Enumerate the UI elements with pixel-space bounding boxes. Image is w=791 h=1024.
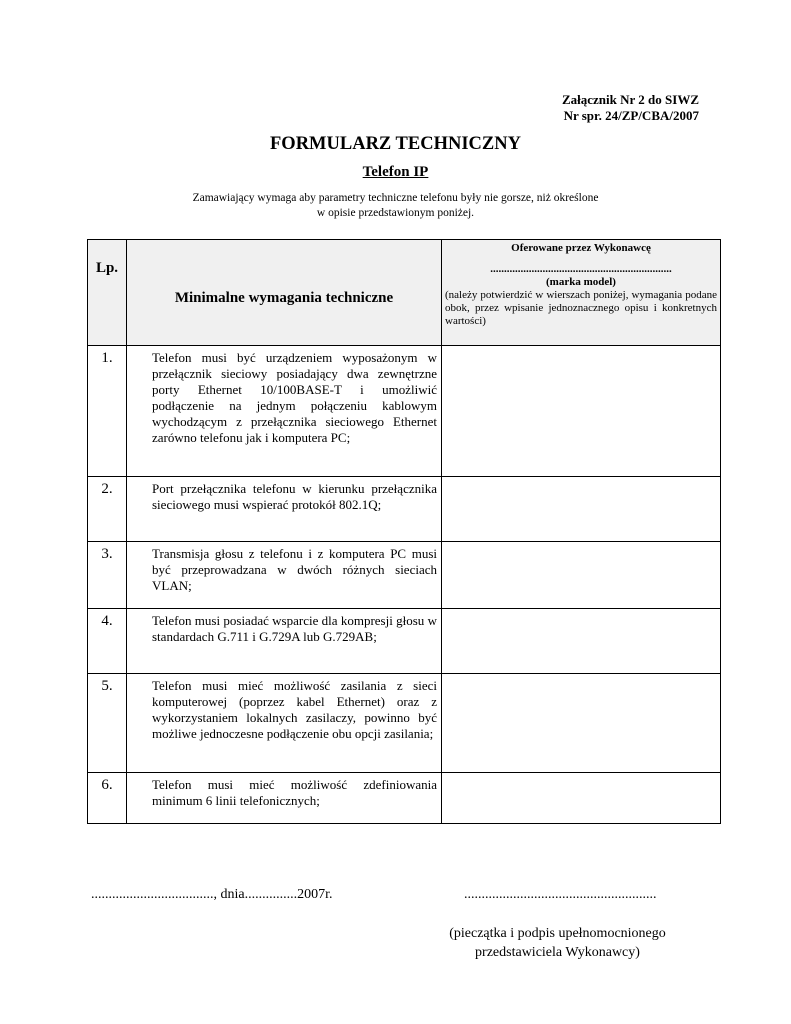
table-header-row	[88, 240, 721, 346]
row-offered-cell[interactable]	[442, 674, 721, 773]
row-offered-cell[interactable]	[442, 773, 721, 824]
header-requirements: Minimalne wymagania techniczne	[127, 240, 442, 346]
row-number: 2.	[88, 477, 127, 542]
row-requirement: Telefon musi posiadać wsparcie dla kompresji głosu w standardach G.711 i G.729A lub G.729AB;	[127, 609, 442, 674]
row-number: 6.	[88, 773, 127, 824]
intro-line-1: Zamawiający wymaga aby parametry techniczne telefonu były nie gorsze, niż określone	[192, 192, 599, 204]
row-offered-cell[interactable]	[442, 609, 721, 674]
header-offered-note: (należy potwierdzić w wierszach poniżej, wymagania podane obok, przez wpisanie jednoznacznego opisu i konkretnych wartości)	[445, 289, 717, 327]
place-date-field[interactable]: ..................................., dnia...............2007r.	[91, 887, 333, 902]
row-requirement: Port przełącznika telefonu w kierunku przełącznika sieciowego musi wspierać protokół 802.1Q;	[127, 477, 442, 542]
row-number: 4.	[88, 609, 127, 674]
header-lp: Lp.	[88, 240, 127, 346]
table-row	[88, 773, 721, 824]
intro-line-2: w opisie przedstawionym poniżej.	[316, 207, 475, 219]
annex-line-1: Załącznik Nr 2 do SIWZ	[561, 92, 699, 107]
table-row	[88, 346, 721, 477]
header-offered-title: Oferowane przez Wykonawcę	[511, 242, 651, 254]
row-requirement: Telefon musi mieć możliwość zasilania z sieci komputerowej (poprzez kabel Ethernet) oraz z wykorzystaniem lokalnych zasilaczy, powinno być możliwe jednoczesne podłączenie obu opcji zasilania;	[127, 674, 442, 773]
row-offered-cell[interactable]	[442, 346, 721, 477]
row-number: 1.	[88, 346, 127, 477]
signature-caption-line-2: przedstawiciela Wykonawcy)	[475, 945, 640, 960]
header-offered	[442, 240, 721, 346]
row-number: 3.	[88, 542, 127, 609]
page-title: FORMULARZ TECHNICZNY	[270, 134, 521, 154]
row-requirement: Telefon musi być urządzeniem wyposażonym w przełącznik sieciowy posiadający dwa zewnętrzne porty Ethernet 10/100BASE-T i umożliwić podłączenie na jednym połączeniu kablowym wychodzącym z przełącznika sieciowego Ethernet zarówno telefonu jak i komputera PC;	[127, 346, 442, 477]
intro-text	[0, 191, 791, 221]
row-requirement: Transmisja głosu z telefonu i z komputera PC musi być przeprowadzana w dwóch różnych sieciach VLAN;	[127, 542, 442, 609]
page-subtitle: Telefon IP	[362, 164, 429, 180]
header-offered-brand: (marka model)	[546, 276, 616, 288]
annex-reference	[562, 92, 699, 124]
signature-line[interactable]: .......................................................	[464, 887, 657, 902]
signature-caption-line-1: (pieczątka i podpis upełnomocnionego	[449, 926, 666, 941]
table-row	[88, 477, 721, 542]
annex-line-2: Nr spr. 24/ZP/CBA/2007	[563, 108, 699, 123]
row-number: 5.	[88, 674, 127, 773]
technical-form-table	[87, 239, 721, 824]
header-offered-dots: ..................................................................	[490, 263, 672, 275]
row-requirement: Telefon musi mieć możliwość zdefiniowania minimum 6 linii telefonicznych;	[127, 773, 442, 824]
table-row	[88, 609, 721, 674]
signature-caption	[440, 924, 675, 962]
table-row	[88, 674, 721, 773]
table-row	[88, 542, 721, 609]
row-offered-cell[interactable]	[442, 477, 721, 542]
row-offered-cell[interactable]	[442, 542, 721, 609]
